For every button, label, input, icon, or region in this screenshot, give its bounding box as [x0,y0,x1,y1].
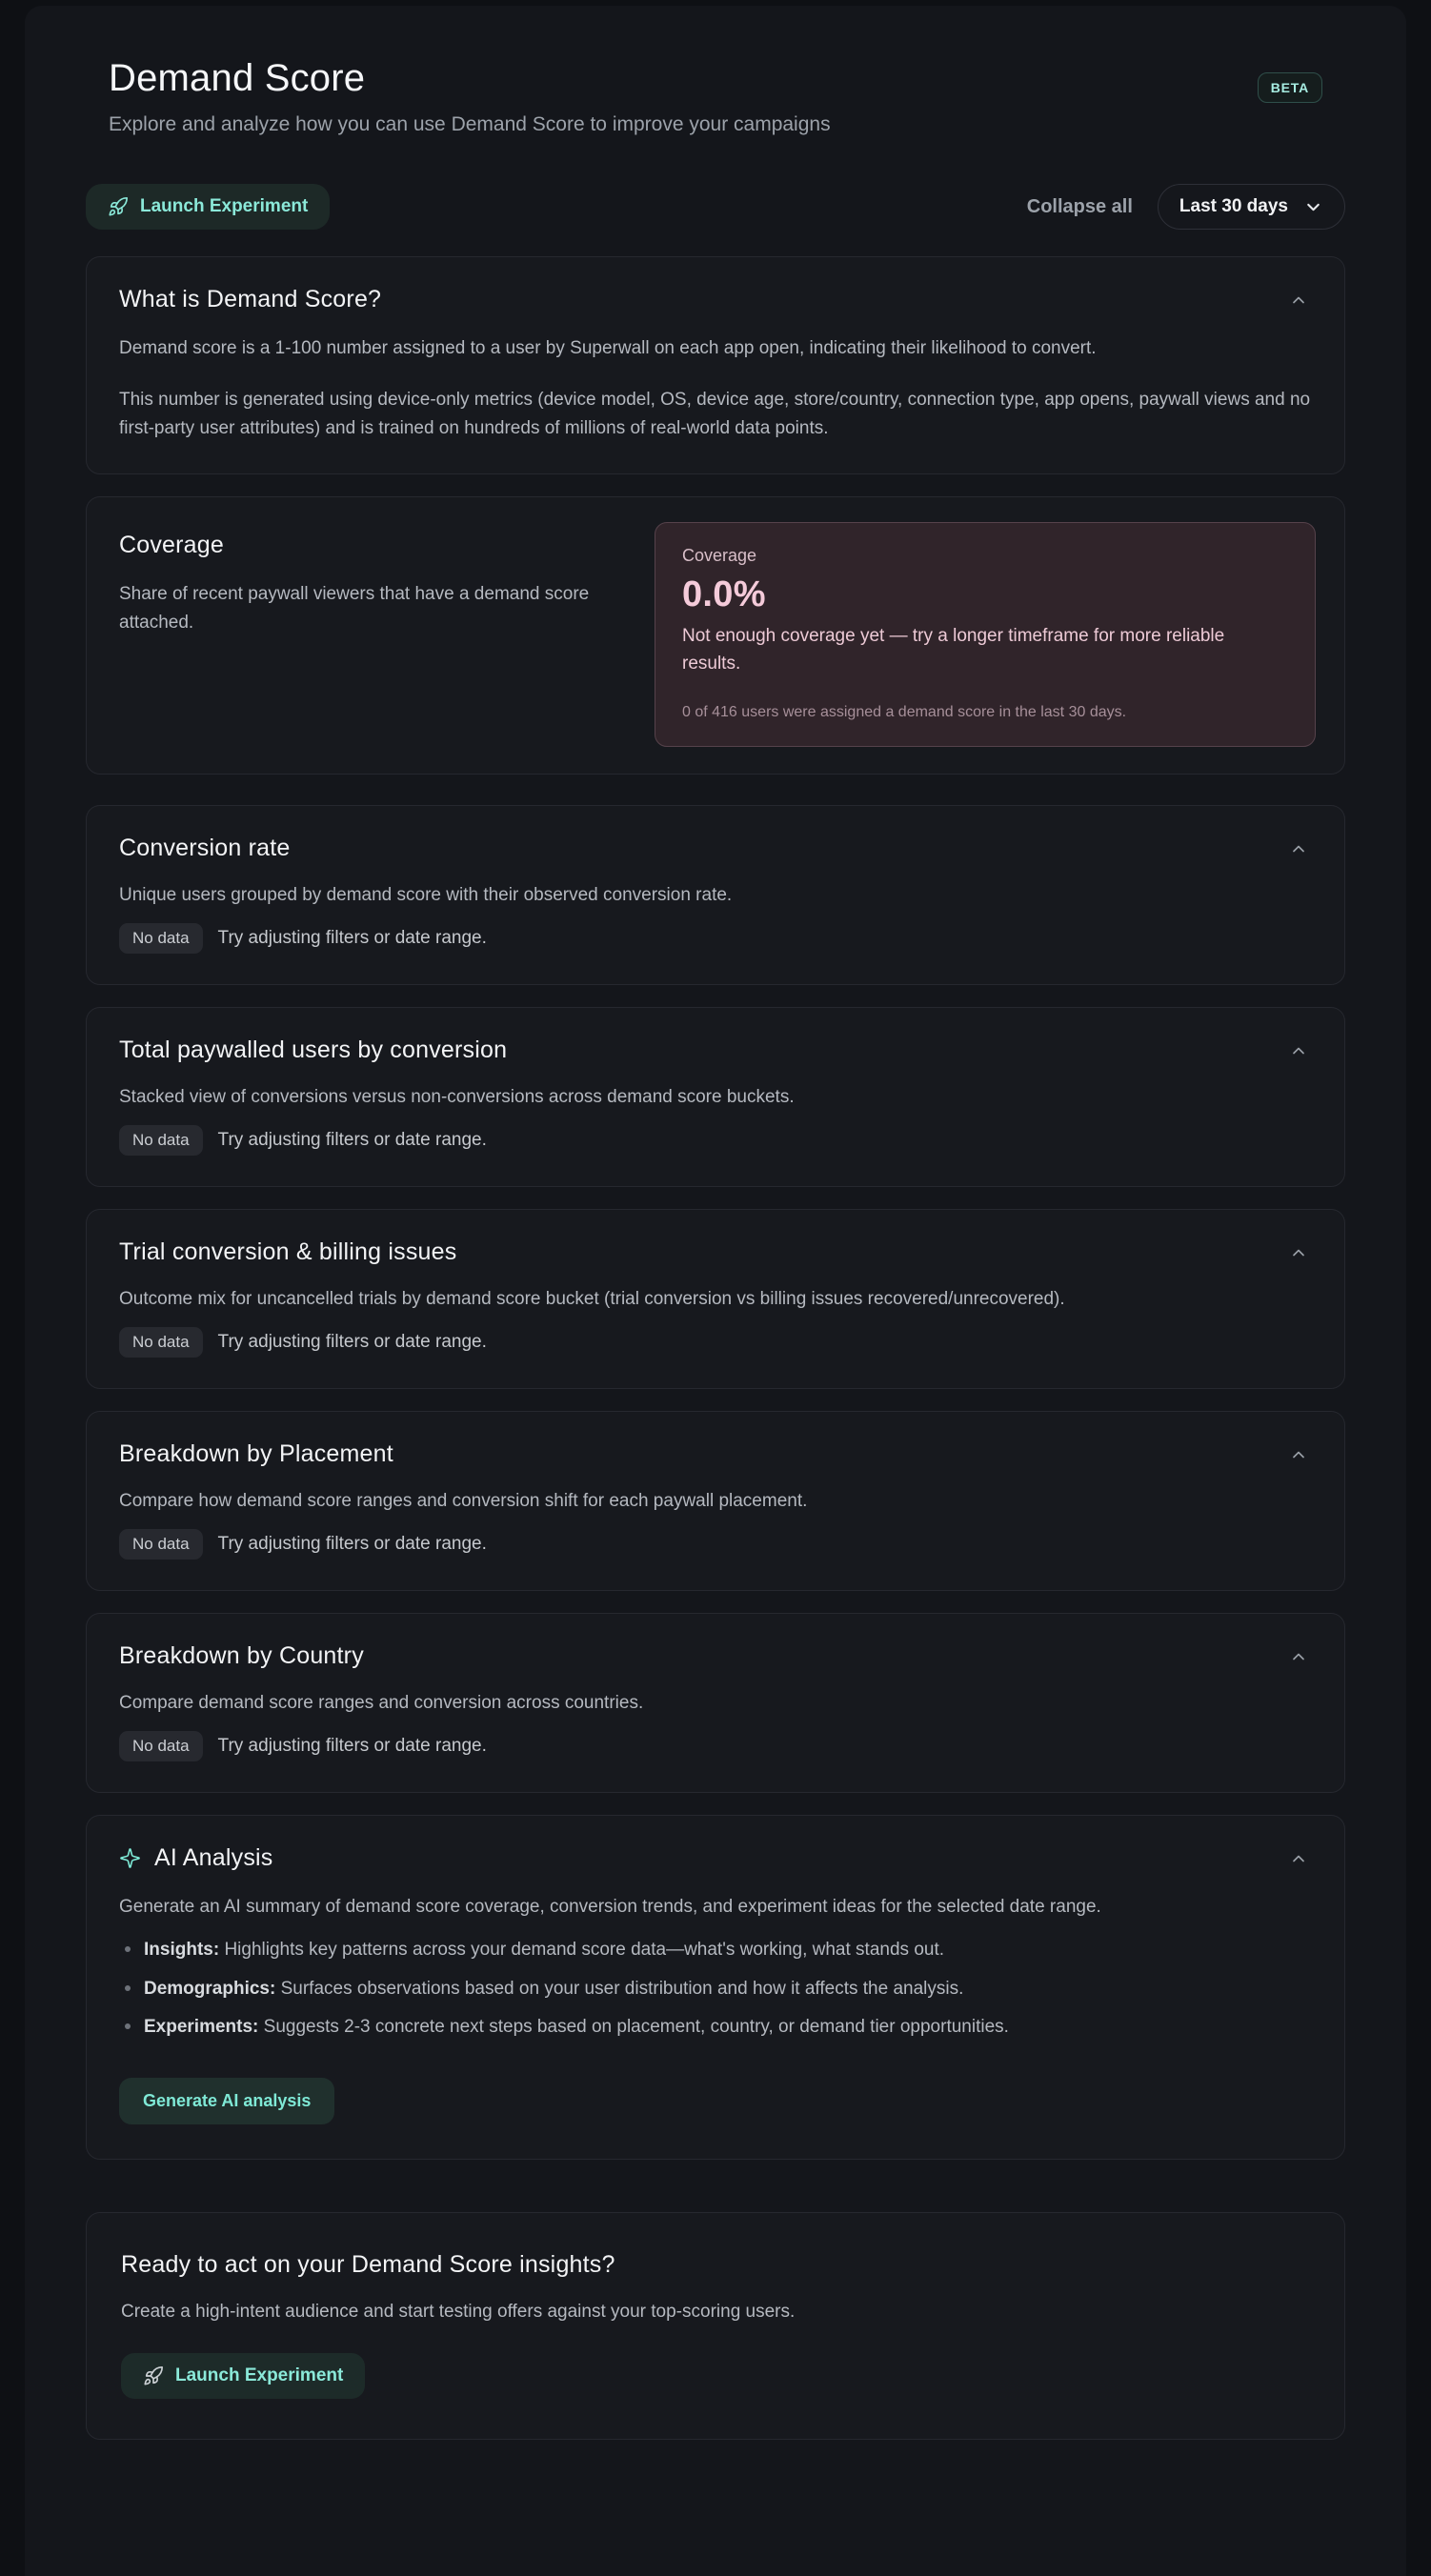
card-paragraph: Generate an AI summary of demand score coverage, conversion trends, and experiment ideas for the selected date range. [119,1897,1101,1918]
page-header-text [109,57,831,136]
card-title: Breakdown by Country [119,1642,364,1670]
bullet-text: Suggests 2-3 concrete next steps based on placement, country, or demand tier opportunities. [263,2017,1009,2038]
card-title: AI Analysis [154,1844,273,1872]
no-data-badge: No data [119,1327,203,1358]
sparkle-icon [119,1847,141,1869]
chevron-up-icon [1289,1049,1308,1063]
coverage-panel-label: Coverage [682,546,757,566]
card-paragraph: Compare demand score ranges and conversion across countries. [119,1693,644,1714]
card-total-paywalled-users [86,1007,1345,1187]
collapse-card-button[interactable] [1285,1441,1312,1468]
card-paragraph: Outcome mix for uncancelled trials by demand score bucket (trial conversion vs billing issues recovered/unrecovered). [119,1289,1065,1310]
no-data-badge: No data [119,1125,203,1156]
card-trial-conversion-billing [86,1209,1345,1389]
list-item [119,1976,1312,2002]
chevron-up-icon [1289,1251,1308,1265]
no-data-hint: Try adjusting filters or date range. [217,1736,487,1757]
collapse-card-button[interactable] [1285,1643,1312,1670]
card-title: Ready to act on your Demand Score insights? [121,2250,615,2278]
page-subtitle: Explore and analyze how you can use Demand Score to improve your campaigns [109,113,831,135]
no-data-hint: Try adjusting filters or date range. [217,1332,487,1353]
generate-ai-analysis-button[interactable]: Generate AI analysis [119,2078,334,2124]
chevron-up-icon [1289,847,1308,861]
card-title: Coverage [119,532,224,559]
rocket-icon [108,196,129,217]
bullet-label: Demographics: [144,1978,276,1999]
card-paragraph: Share of recent paywall viewers that have a demand score attached. [119,584,590,634]
rocket-icon [143,2365,164,2386]
card-title: Total paywalled users by conversion [119,1036,508,1064]
card-coverage [86,496,1345,775]
date-range-dropdown[interactable] [1158,184,1345,230]
bullet-label: Experiments: [144,2017,259,2038]
no-data-hint: Try adjusting filters or date range. [217,928,487,949]
card-title: Conversion rate [119,835,291,862]
no-data-badge: No data [119,1731,203,1761]
launch-experiment-label: Launch Experiment [175,2365,344,2385]
launch-experiment-button[interactable] [86,184,330,230]
launch-experiment-button-cta[interactable] [121,2353,365,2399]
chevron-down-icon [1303,197,1323,217]
page-header [86,57,1345,136]
card-ai-analysis [86,1815,1345,2160]
bullet-text: Surfaces observations based on your user distribution and how it affects the analysis. [280,1978,964,1999]
card-paragraph: This number is generated using device-only metrics (device model, OS, device age, store/country, connection type, app opens, paywall views and no first-party user attributes) and is trained on hundreds of millions of real-world data points. [119,390,1311,439]
card-paragraph: Stacked view of conversions versus non-conversions across demand score buckets. [119,1087,795,1108]
coverage-footnote: 0 of 416 users were assigned a demand score in the last 30 days. [682,704,1127,721]
ai-bullet-list [119,1937,1312,2041]
bullet-text: Highlights key patterns across your demand score data—what's working, what stands out. [224,1940,945,1961]
launch-experiment-label: Launch Experiment [140,196,309,216]
no-data-badge: No data [119,1529,203,1560]
no-data-hint: Try adjusting filters or date range. [217,1534,487,1555]
card-cta [86,2212,1345,2440]
collapse-card-button[interactable] [1285,1037,1312,1064]
toolbar-right [1027,184,1345,230]
beta-badge: BETA [1258,72,1322,103]
card-paragraph: Create a high-intent audience and start testing offers against your top-scoring users. [121,2301,796,2322]
collapse-card-button[interactable] [1285,1239,1312,1266]
card-breakdown-country [86,1613,1345,1793]
card-paragraph: Unique users grouped by demand score with their observed conversion rate. [119,885,733,906]
collapse-all-button[interactable]: Collapse all [1026,195,1133,217]
collapse-card-button[interactable] [1285,1845,1312,1872]
chevron-up-icon [1289,1655,1308,1669]
collapse-card-button[interactable] [1285,287,1312,313]
coverage-panel [655,522,1316,747]
card-title: What is Demand Score? [119,286,382,312]
no-data-badge: No data [119,923,203,954]
card-paragraph: Demand score is a 1-100 number assigned to a user by Superwall on each app open, indicating their likelihood to convert. [119,338,1097,358]
chevron-up-icon [1289,1453,1308,1467]
coverage-text [119,522,616,747]
toolbar [86,184,1345,230]
page-title: Demand Score [109,57,366,99]
chevron-up-icon [1289,298,1308,312]
card-what-is-demand-score [86,256,1345,474]
card-title: Breakdown by Placement [119,1440,393,1468]
list-item [119,1937,1312,1963]
coverage-value: 0.0% [682,574,766,615]
no-data-hint: Try adjusting filters or date range. [217,1130,487,1151]
bullet-label: Insights: [144,1940,220,1961]
card-title: Trial conversion & billing issues [119,1238,457,1266]
list-item [119,2014,1312,2041]
collapse-card-button[interactable] [1285,835,1312,862]
date-range-value: Last 30 days [1179,196,1288,216]
card-paragraph: Compare how demand score ranges and conversion shift for each paywall placement. [119,1491,808,1512]
coverage-message: Not enough coverage yet — try a longer timeframe for more reliable results. [682,626,1225,674]
card-conversion-rate [86,805,1345,985]
chevron-up-icon [1289,1857,1308,1871]
main-container [25,6,1406,2576]
card-breakdown-placement [86,1411,1345,1591]
